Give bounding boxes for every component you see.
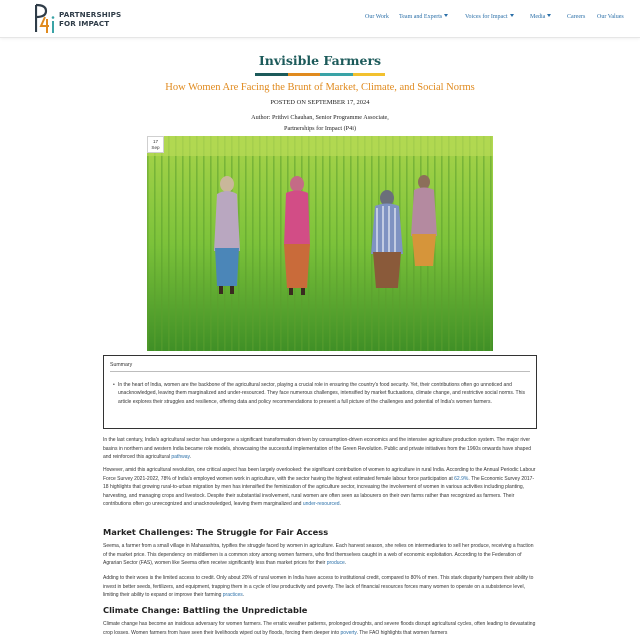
farmer-figure-2 bbox=[284, 176, 310, 295]
title-bar-yellow bbox=[353, 73, 386, 76]
main-nav bbox=[0, 14, 640, 24]
nav-our-values[interactable] bbox=[597, 14, 624, 20]
chevron-down-icon bbox=[444, 14, 448, 17]
p2-text-b: . The Economic Survey 2017-18 highlights that growing rural-to-urban migration by men has intensified the feminization of the agriculture sector, increasing the involvement of women in various activities including planting, harvesting, and managing crops and livestock. Despite their substantial involvement, rural women are often seen as labourers on their own farms rather than recognized as farmers. Their contributions often go unrecognized and unacknowledged, leaving them marginalized and bbox=[103, 475, 535, 508]
nav-values-label: Our Values bbox=[597, 14, 624, 20]
p5-text-b: . The FAO highlights that women farmers bbox=[356, 629, 448, 636]
p5-link-poverty[interactable]: poverty bbox=[340, 629, 357, 636]
p4-link-practices[interactable]: practices bbox=[222, 592, 243, 599]
nav-media-label: Media bbox=[530, 14, 546, 20]
nav-voices-label: Voices for Impact bbox=[465, 14, 508, 20]
section-heading-climate: Climate Change: Battling the Unpredictable bbox=[103, 605, 308, 615]
nav-team-and-experts[interactable] bbox=[399, 14, 448, 20]
nav-voices-for-impact[interactable] bbox=[465, 14, 514, 20]
body-paragraph-5 bbox=[103, 620, 537, 637]
hero-image bbox=[147, 136, 493, 351]
title-bar-turquoise bbox=[320, 73, 353, 76]
author-line2: Partnerships for Impact (P4i) bbox=[284, 125, 356, 132]
date-badge-day: 17 bbox=[152, 139, 159, 144]
p1-text: In the last century, India's agricultural sector has undergone a significant transformation driven by consumption-driven economics and the intensive agriculture production system. The major river basins in northern and western India became role models, showcasing the successful implementation of the Green Revolution. Public and private initiatives from the 1960s onwards have shaped and reinforced this agricultural bbox=[103, 437, 532, 461]
page-title: Invisible Farmers bbox=[258, 53, 382, 68]
bullet-icon: • bbox=[113, 382, 115, 388]
body-paragraph-1: In the last century, India's agricultural sector has undergone a significant transformation driven by consumption-driven economics and the intensive agriculture production system. The major river basins in northern and western India became role models, showcasing the successful implementation of the Green Revolution. Public and private initiatives from the 1960s onwards have shaped and reinforced this agricultural pathway. bbox=[103, 437, 532, 461]
title-color-bars bbox=[255, 73, 385, 76]
title-bar-orange bbox=[288, 73, 321, 76]
farmer-figure-1 bbox=[214, 176, 240, 294]
summary-box bbox=[103, 355, 537, 429]
article-subtitle: How Women Are Facing the Brunt of Market, Climate, and Social Norms bbox=[165, 82, 475, 93]
summary-divider bbox=[110, 371, 530, 372]
brand-name-line1: PARTNERSHIPS bbox=[59, 10, 122, 19]
p3-text: Seema, a farmer from a small village in Maharashtra, typifies the struggle faced by women in agriculture. Each harvest season, she relies on intermediaries to sell her produce, receiving a fraction of the market price. This dependency on middlemen is a common story among women farmers, who find themselves caught in a web of economic exploitation. According to the Federation of Agrarian Sector (FAS), women like Seema often receive significantly less than market prices for their bbox=[103, 543, 534, 567]
nav-careers[interactable] bbox=[567, 14, 585, 20]
nav-careers-label: Careers bbox=[567, 14, 586, 20]
posted-date: POSTED ON SEPTEMBER 17, 2024 bbox=[270, 99, 370, 106]
author-credit bbox=[0, 112, 640, 134]
body-paragraph-4: Adding to their woes is the limited access to credit. Only about 20% of rural women in India have access to institutional credit, compared to 80% of men. This stark disparity hampers their ability to invest in better seeds, fertilizers, and equipment, trapping them in a cycle of low productivity and poverty. The lack of financial resources forces many women to operate on a subsistence level, limiting their ability to expand or improve their farming practices. bbox=[103, 575, 534, 599]
p2-link-percentage[interactable]: 62.9% bbox=[454, 475, 469, 482]
author-line1: Author: Prithvi Chauhan, Senior Programme Associate, bbox=[251, 114, 389, 121]
nav-team-label: Team and Experts bbox=[399, 14, 443, 20]
body-paragraph-2: However, amid this agricultural revolution, one critical aspect has been largely overlooked: the significant contribution of women to agriculture in rural India. According to the Annual Periodic Labour Force Survey 2021-2022, 78% of India's employed women work in agriculture, with the sector having the highest estimated female labour force participation at 62.9%. The Economic Survey 2017-18 highlights that growing rural-to-urban migration by men has intensified the feminization of the agriculture sector, increasing the involvement of women in various activities including planting, harvesting, and managing crops and livestock. Despite their substantial involvement, rural women are often seen as labourers on their own farms rather than recognized as farmers. Their contributions often go unrecognized and unacknowledged, leaving them marginalized and under-resourced. bbox=[103, 467, 536, 508]
p3-link-produce[interactable]: produce bbox=[326, 560, 345, 567]
date-badge-month: Sep bbox=[151, 144, 160, 150]
chevron-down-icon bbox=[510, 14, 514, 17]
summary-text bbox=[113, 381, 530, 406]
section-heading-market: Market Challenges: The Struggle for Fair Access bbox=[103, 527, 329, 537]
chevron-down-icon bbox=[547, 14, 551, 17]
nav-our-work[interactable] bbox=[365, 14, 389, 20]
site-header bbox=[0, 0, 640, 38]
p2-link-under-resourced[interactable]: under-resourced bbox=[302, 501, 340, 508]
summary-heading: Summary bbox=[110, 362, 133, 368]
summary-body: In the heart of India, women are the backbone of the agricultural sector, playing a crucial role in ensuring the country's food security. Yet, their contributions often go unnoticed and unacknowledged, leaving them marginalized and under-resourced. They face numerous challenges, intensified by market fluctuations, climate change, and restrictive social norms. This article explores their struggles and resilience, offering data and policy recommendations to present a full picture of the challenges and potential of India's women farmers. bbox=[118, 382, 525, 405]
nav-our-work-label: Our Work bbox=[365, 14, 389, 20]
field-photo bbox=[147, 136, 493, 351]
p1-link-pathway[interactable]: pathway bbox=[171, 454, 190, 461]
p4-text: Adding to their woes is the limited access to credit. Only about 20% of rural women in India have access to institutional credit, compared to 80% of men. This stark disparity hampers their ability to invest in better seeds, fertilizers, and equipment, trapping them in a cycle of low productivity and poverty. The lack of financial resources forces many women to operate on a subsistence level, limiting their ability to expand or improve their farming bbox=[103, 575, 534, 599]
p5-text-a: Climate change has become an insidious adversary for women farmers. The erratic weather patterns, prolonged droughts, and severe floods disrupt agricultural cycles, often leading to devastating crop losses. Women farmers from have seen their livelihoods wiped out by floods, forcing them deeper into bbox=[103, 621, 536, 636]
date-badge bbox=[147, 136, 164, 153]
brand-name-line2: FOR IMPACT bbox=[59, 19, 110, 28]
nav-media[interactable] bbox=[530, 14, 551, 20]
p2-text-a: However, amid this agricultural revolution, one critical aspect has been largely overlooked: the significant contribution of women to agriculture in rural India. According to the Annual Periodic Labour Force Survey 2021-2022, 78% of India's employed women work in agriculture, with the sector having the highest estimated female labour force participation at bbox=[103, 467, 536, 482]
body-paragraph-3: Seema, a farmer from a small village in Maharashtra, typifies the struggle faced by women in agriculture. Each harvest season, she relies on intermediaries to sell her produce, receiving a fraction of the market price. This dependency on middlemen is a common story among women farmers, who find themselves caught in a web of economic exploitation. According to the Federation of Agrarian Sector (FAS), women like Seema often receive significantly less than market prices for their produce. bbox=[103, 543, 534, 567]
title-bar-teal bbox=[255, 73, 288, 76]
